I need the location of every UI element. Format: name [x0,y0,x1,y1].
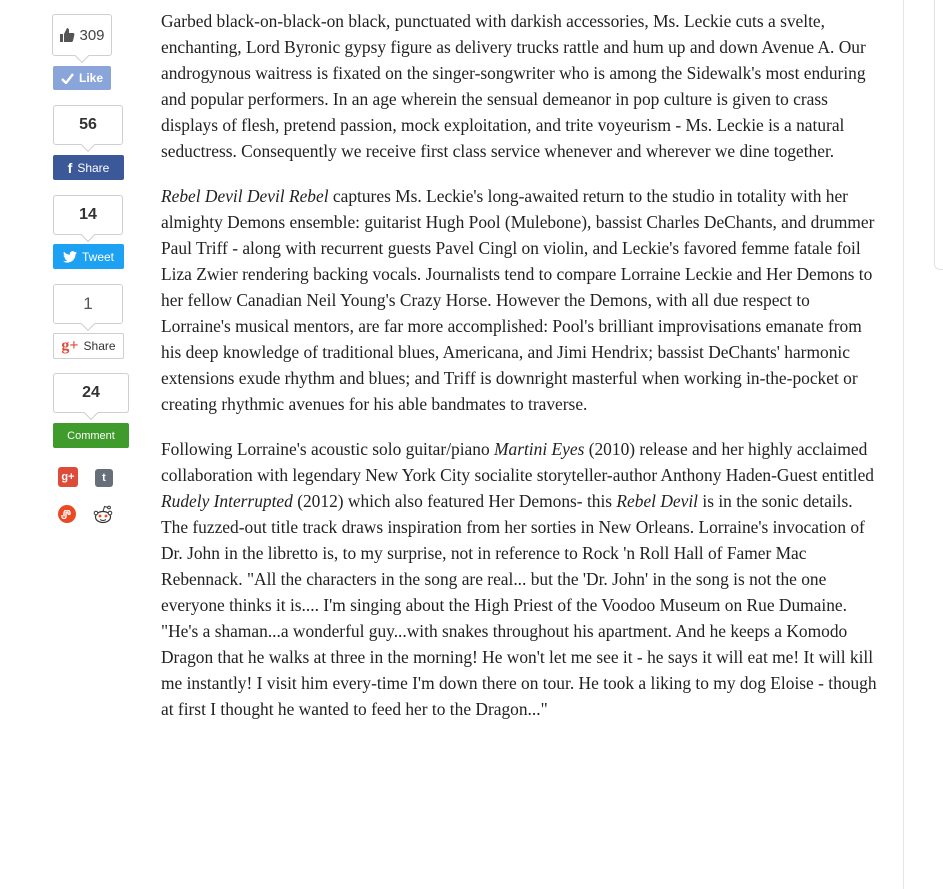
facebook-share-button[interactable] [53,155,124,180]
paragraph-3-text-a: Following Lorraine's acoustic solo guitar/piano [161,439,495,459]
facebook-count-box [53,105,123,145]
google-plus-share-button[interactable] [53,333,124,359]
like-button-label: Like [78,71,103,85]
like-count-box [52,14,112,56]
checkmark-icon [61,73,74,84]
paragraph-1 [161,8,881,164]
album-title-rebel-devil: Rebel Devil [616,491,699,511]
paragraph-3-text-c: (2012) which also featured Her Demons- this [292,491,617,511]
album-title-martini-eyes: Martini Eyes [494,439,585,459]
facebook-share-label: Share [77,160,110,175]
like-count-value: 309 [79,26,105,44]
tweet-label: Tweet [81,249,114,264]
twitter-bird-icon [63,251,77,263]
album-title-rebel-devil-devil-rebel: Rebel Devil Devil Rebel [161,186,329,206]
comment-count: 24 [82,384,100,401]
stumbleupon-icon[interactable] [58,505,76,523]
album-title-rudely-interrupted: Rudely Interrupted [161,491,293,511]
google-plus-share-label: Share [83,339,116,353]
twitter-count-box [53,195,123,235]
google-plus-mini-glyph: g+ [61,471,75,483]
paragraph-1-text: Garbed black-on-black-on black, punctuated with darkish accessories, Ms. Leckie cuts a svelte, enchanting, Lord Byronic gypsy figure as delivery trucks rattle and hum up and down Avenue A. Our androgynous waitress is fixated on the singer-songwriter who is among the Sidewalk's most enduring and popular performers. In an age wherein the sensual demeanor in pop culture is given to crass displays of flesh, pretend passion, mock exploitation, and trite voyeurism - Ms. Leckie is a natural seductress. Consequently we receive first class service whenever and wherever we dine together. [161,11,866,161]
facebook-count: 56 [79,116,97,133]
comment-count-box [53,373,129,413]
stumbleupon-glyph [61,510,73,519]
paragraph-3-text-b: (2010) release and her highly acclaimed collaboration with legendary New York City socialite storyteller-author Anthony Haden-Guest entitled [161,439,874,485]
comment-button[interactable] [53,423,129,448]
tweet-button[interactable] [53,244,124,269]
reddit-icon[interactable] [91,502,115,526]
google-plus-icon: g+ [61,337,79,354]
google-plus-mini-icon[interactable] [58,467,78,487]
paragraph-2 [161,183,881,417]
paragraph-3 [161,436,881,722]
article-body [161,8,881,741]
paragraph-2-text: captures Ms. Leckie's long-awaited return to the studio in totality with her almighty Demons ensemble: guitarist Hugh Pool (Mulebone), bassist Charles DeChants, and drummer Paul Triff - along with recurrent guests Pavel Cingl on violin, and Leckie's favored femme fatale foil Liza Zwier rendering backing vocals. Journalists tend to compare Lorraine Leckie and Her Demons to her fellow Canadian Neil Young's Crazy Horse. However the Demons, with all due respect to Lorraine's musical mentors, are far more accomplished: Pool's brilliant improvisations emanate from his deep knowledge of traditional blues, Americana, and Jimi Hendrix; bassist DeChants' harmonic extensions exude rhythm and blues; and Triff is downright masterful when working in-the-pocket or creating rhythmic avenues for his able bandmates to traverse. [161,186,875,414]
google-plus-count: 1 [83,294,93,313]
facebook-icon: f [67,159,73,176]
thumbs-up-icon [59,27,75,43]
sidebar-edge [934,0,943,270]
content-right-border [903,0,904,889]
google-plus-count-box [53,284,123,324]
comment-label: Comment [67,429,115,442]
tumblr-glyph: t [102,472,106,484]
like-count [59,27,104,44]
paragraph-3-text-d: is in the sonic details. The fuzzed-out title track draws inspiration from her sorties in New Orleans. Lorraine's invocation of Dr. John in the libretto is, to my surprise, not in reference to Rock 'n Roll Hall of Famer Mac Rebennack. "All the characters in the song are real... but the 'Dr. John' in the song is not the one everyone thinks it is.... I'm singing about the High Priest of the Voodoo Museum on Rue Dumaine. "He's a shaman...a wonderful guy...with snakes throughout his apartment. And he keeps a Komodo Dragon that he walks at three in the morning! He won't let me see it - he says it will eat me! It will kill me instantly! I visit him every-time I'm down there on tour. He took a liking to my dog Eloise - though at first I thought he wanted to feed her to the Dragon..." [161,491,877,719]
twitter-count: 14 [79,206,97,223]
tumblr-icon[interactable] [95,469,113,487]
reddit-alien-glyph [91,502,115,526]
like-button[interactable] [53,66,111,90]
